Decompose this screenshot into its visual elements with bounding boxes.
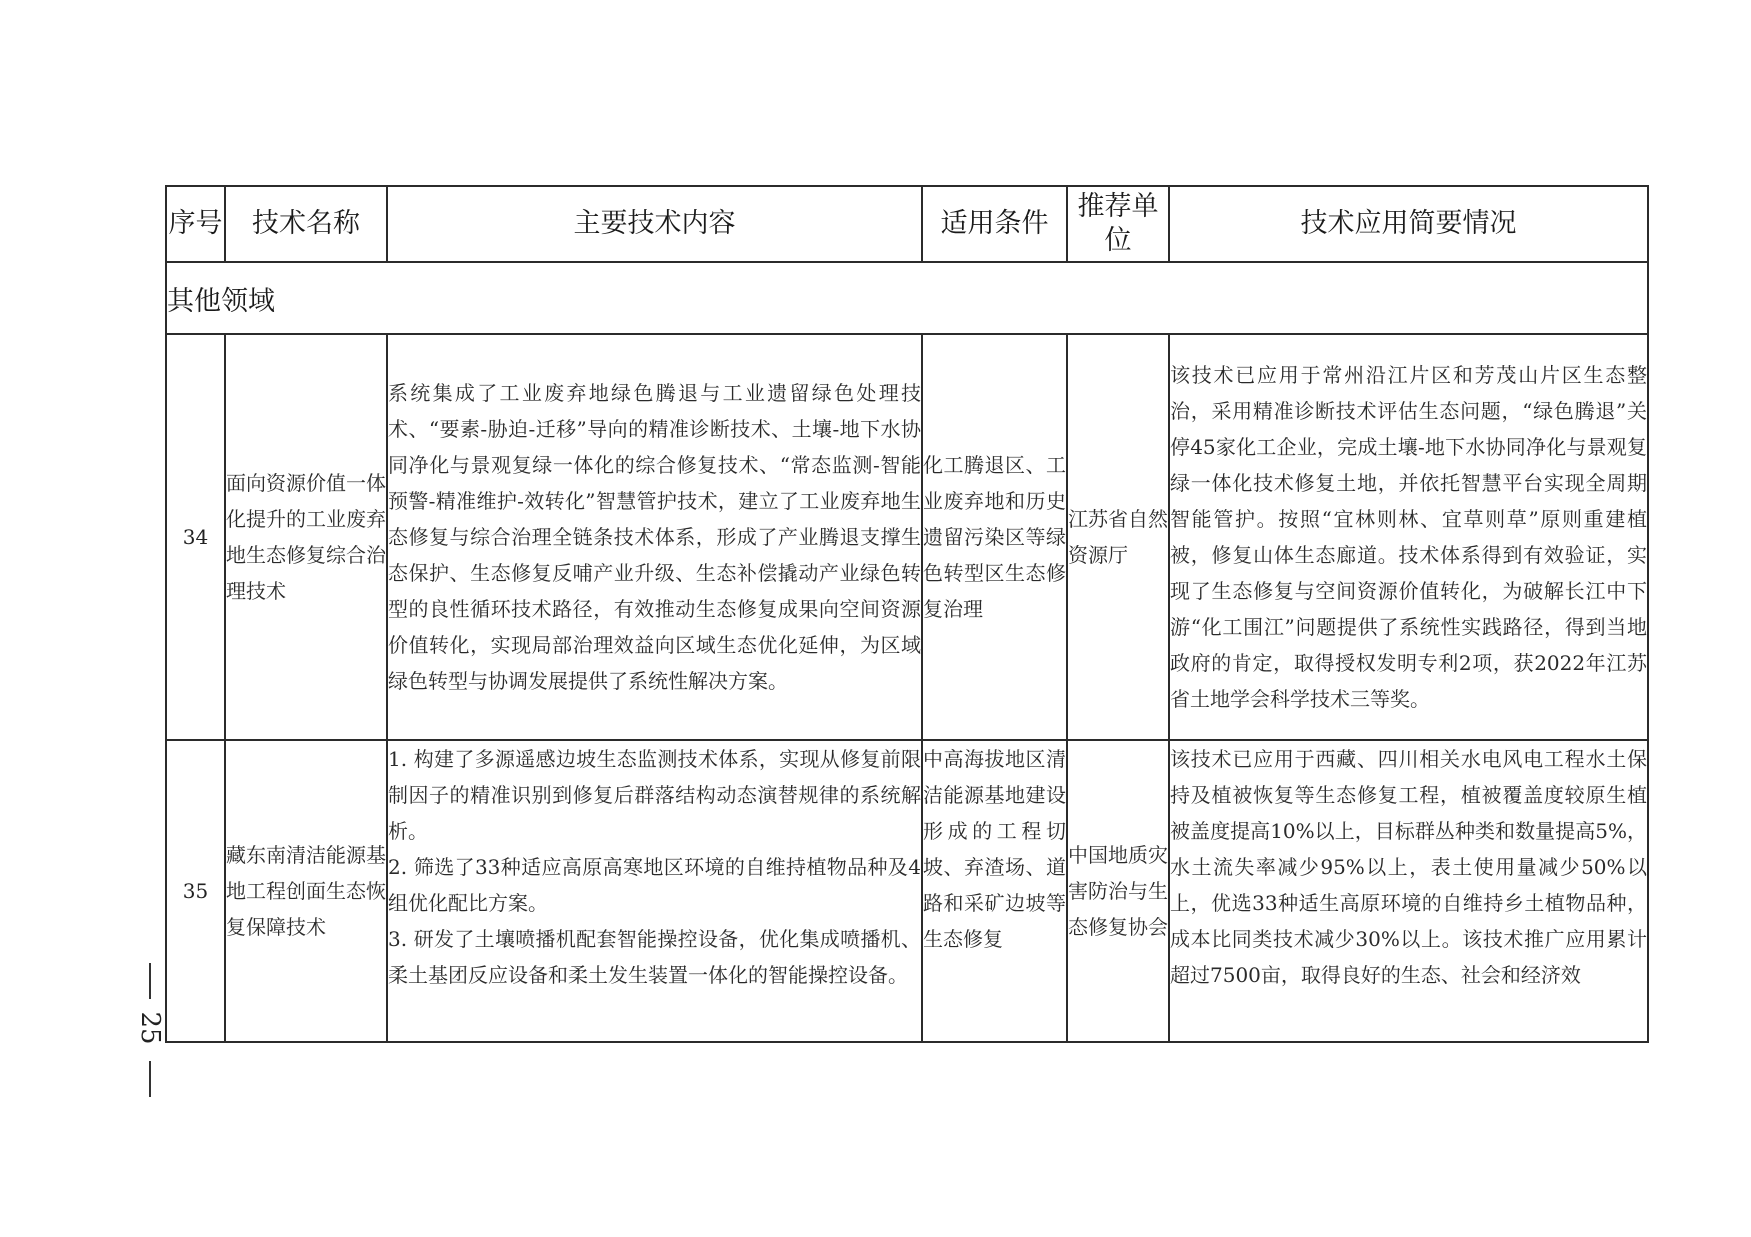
- header-seq: 序号: [166, 186, 225, 262]
- page-number-text: 25: [135, 1011, 165, 1045]
- page-number-dash: [149, 1061, 151, 1097]
- header-application: 技术应用简要情况: [1169, 186, 1648, 262]
- application-summary: 该技术已应用于西藏、四川相关水电风电工程水土保持及植被恢复等生态修复工程，植被覆盖度较原生植被盖度提高10%以上，目标群丛种类和数量提高5%，水土流失率减少95%以上，表土使用量减少50%以上，优选33种适生高原环境的自维持乡土植物品种，成本比同类技术减少30%以上。该技术推广应用累计超过7500亩，取得良好的生态、社会和经济效: [1169, 740, 1648, 1042]
- row-number: 34: [166, 334, 225, 740]
- header-recommender: 推荐单位: [1067, 186, 1169, 262]
- technology-name: 藏东南清洁能源基地工程创面生态恢复保障技术: [225, 740, 387, 1042]
- recommending-unit: 中国地质灾害防治与生态修复协会: [1067, 740, 1169, 1042]
- content-paragraph: 1. 构建了多源遥感边坡生态监测技术体系，实现从修复前限制因子的精准识别到修复后群落结构动态演替规律的系统解析。: [388, 747, 921, 843]
- applicable-conditions: 化工腾退区、工业废弃地和历史遗留污染区等绿色转型区生态修复治理: [922, 334, 1067, 740]
- recommending-unit: 江苏省自然资源厅: [1067, 334, 1169, 740]
- section-title: 其他领域: [166, 262, 1648, 334]
- section-row: [166, 262, 1648, 334]
- application-summary: 该技术已应用于常州沿江片区和芳茂山片区生态整治，采用精准诊断技术评估生态问题，“绿色腾退”关停45家化工企业，完成土壤-地下水协同净化与景观复绿一体化技术修复土地，并依托智慧平台实现全周期智能管护。按照“宜林则林、宜草则草”原则重建植被，修复山体生态廊道。技术体系得到有效验证，实现了生态修复与空间资源价值转化，为破解长江中下游“化工围江”问题提供了系统性实践路径，得到当地政府的肯定，取得授权发明专利2项，获2022年江苏省土地学会科学技术三等奖。: [1169, 334, 1648, 740]
- page-number: [135, 963, 165, 1093]
- header-conditions: 适用条件: [922, 186, 1067, 262]
- technology-content: [387, 740, 922, 1042]
- content-paragraph: 2. 筛选了33种适应高原高寒地区环境的自维持植物品种及4组优化配比方案。: [388, 855, 921, 915]
- header-name: 技术名称: [225, 186, 387, 262]
- page-number-dash: [149, 963, 151, 999]
- content-paragraph: 3. 研发了土壤喷播机配套智能操控设备，优化集成喷播机、柔土基团反应设备和柔土发生装置一体化的智能操控设备。: [388, 927, 921, 987]
- table-row: [166, 334, 1648, 740]
- table-row: [166, 740, 1648, 1042]
- header-content: 主要技术内容: [387, 186, 922, 262]
- technology-table: [165, 185, 1649, 1043]
- technology-name: 面向资源价值一体化提升的工业废弃地生态修复综合治理技术: [225, 334, 387, 740]
- applicable-conditions: 中高海拔地区清洁能源基地建设形成的工程切坡、弃渣场、道路和采矿边坡等生态修复: [922, 740, 1067, 1042]
- row-number: 35: [166, 740, 225, 1042]
- technology-content: [387, 334, 922, 740]
- content-paragraph: 系统集成了工业废弃地绿色腾退与工业遗留绿色处理技术、“要素-胁迫-迁移”导向的精准诊断技术、土壤-地下水协同净化与景观复绿一体化的综合修复技术、“常态监测-智能预警-精准维护-效转化”智慧管护技术，建立了工业废弃地生态修复与综合治理全链条技术体系，形成了产业腾退支撑生态保护、生态修复反哺产业升级、生态补偿撬动产业绿色转型的良性循环技术路径，有效推动生态修复成果向空间资源价值转化，实现局部治理效益向区域生态优化延伸，为区域绿色转型与协调发展提供了系统性解决方案。: [388, 381, 921, 693]
- header-row: [166, 186, 1648, 262]
